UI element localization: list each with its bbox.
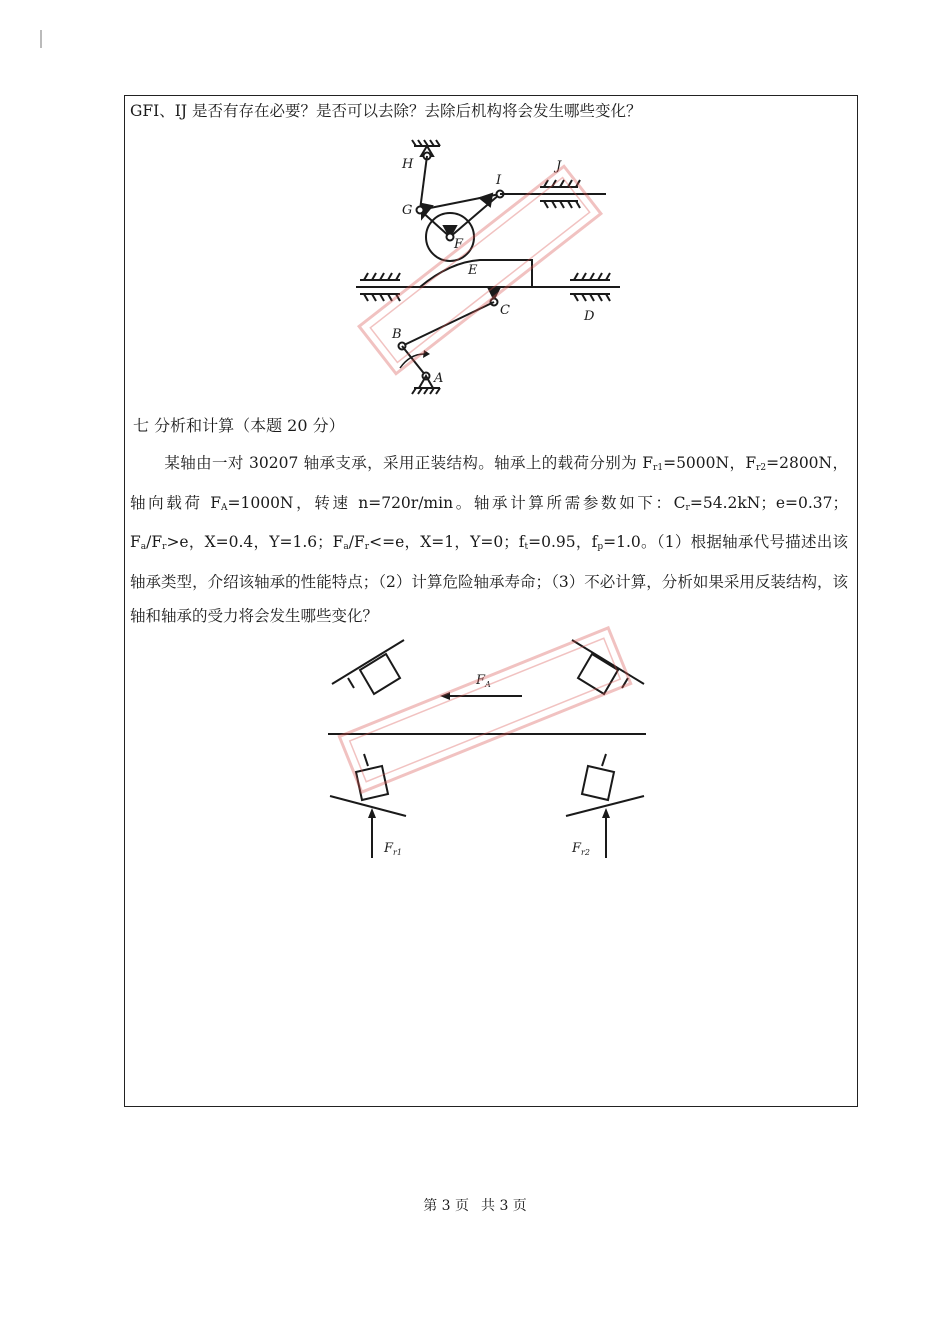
page-total: 共 3 页 [481, 1198, 527, 1214]
bearing-tl-roller [360, 654, 400, 694]
mechanism-figure [350, 136, 630, 406]
problem-paragraph: 某轴由一对 30207 轴承支承，采用正装结构。轴承上的载荷分别为 $F_{r1}=5000N$，$F_{r2}=2800N$，轴向载荷 $F_A=1000N$，转速 n=720r/min。轴承计算所需参数如下：$C_r=54.2kN$；e=0.37；$F_a/F_r>e$，X=0.4，Y=1.6；$F_a/F_r<=e$，X=1，Y=0；$f_t=0.95$，$f_p=1.0$。（1）根据轴承代号描述出该轴承类型，介绍该轴承的性能特点；（2）计算危险轴承寿命；（3）不必计算，分析如果采用反装结构，该轴和轴承的受力将会发生哪些变化？ [130, 454, 848, 625]
bearing-bl-roller [356, 766, 388, 800]
bearing-tr-roller [578, 654, 618, 694]
link-HG [420, 156, 427, 210]
label-Fr1: $F_{r1}$ [384, 841, 402, 857]
bearing-tl-race [332, 640, 404, 684]
label-A: A [434, 371, 444, 386]
pivot-A [419, 376, 433, 388]
joint-I [480, 194, 492, 206]
label-F: F [454, 237, 464, 252]
bearing-figure [326, 626, 650, 866]
label-J: J [556, 159, 562, 174]
label-D: D [584, 309, 595, 324]
label-B: B [392, 327, 402, 342]
label-Fr2: $F_{r2}$ [572, 841, 590, 857]
bearing-tr-race [572, 640, 644, 684]
label-H: H [402, 157, 414, 172]
question-line: GFI、IJ 是否有存在必要？是否可以去除？去除后机构将会发生哪些变化？ [130, 102, 642, 120]
label-E: E [468, 263, 478, 278]
bearing-br-roller [582, 766, 614, 800]
rotation-arrow [400, 354, 424, 368]
label-FA: $F_A$ [476, 673, 491, 689]
page-footer [0, 1195, 950, 1215]
link-CB [402, 302, 494, 346]
scan-artifact [40, 30, 42, 48]
label-G: G [402, 203, 413, 218]
joint-C [488, 287, 500, 299]
section-title: 七 分析和计算（本题 20 分） [133, 416, 345, 435]
label-C: C [500, 303, 510, 318]
label-I: I [496, 173, 502, 188]
page-current: 第 3 页 [423, 1198, 469, 1214]
